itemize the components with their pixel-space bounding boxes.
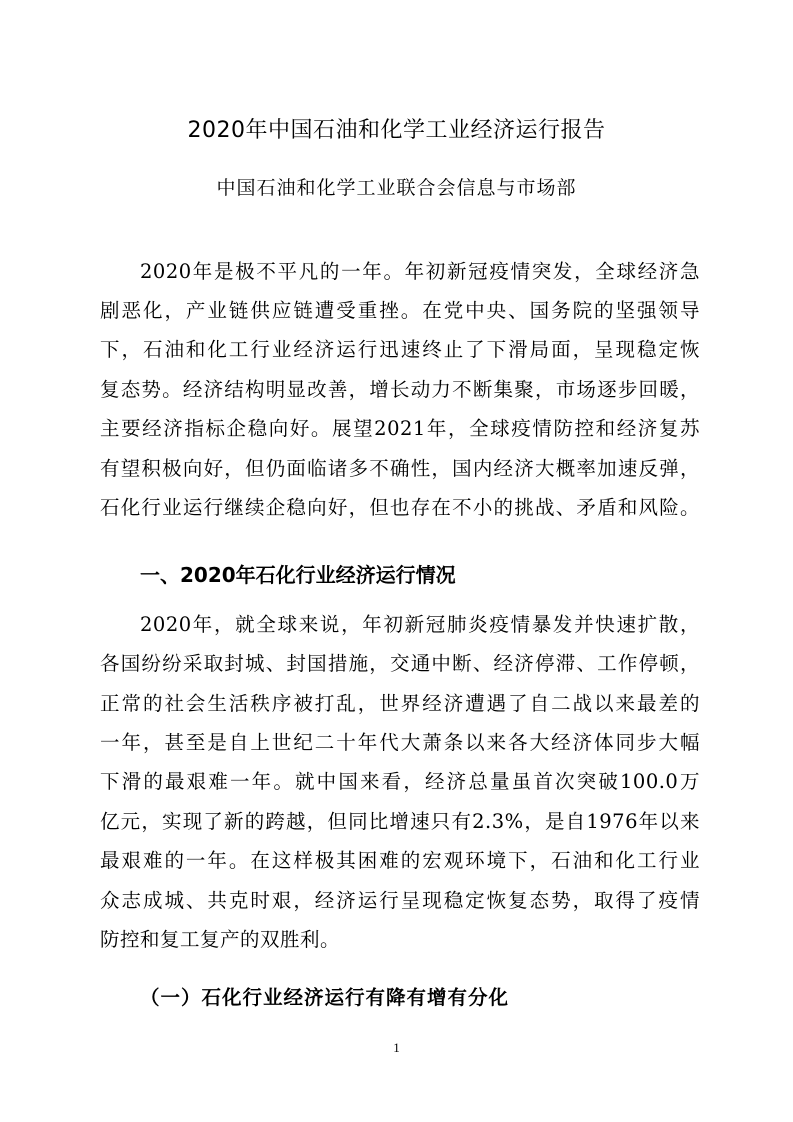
paragraph-line: 石化行业运行继续企稳向好，但也存在不小的挑战、矛盾和风险。 xyxy=(100,496,700,519)
paragraph-line: 复态势。经济结构明显改善，增长动力不断集聚，市场逐步回暖， xyxy=(100,378,700,401)
paragraph-line: 最艰难的一年。在这样极其困难的宏观环境下，石油和化工行业 xyxy=(100,849,700,872)
paragraph-line: 各国纷纷采取封城、封国措施，交通中断、经济停滞、工作停顿， xyxy=(100,652,700,675)
paragraph-line: 众志成城、共克时艰，经济运行呈现稳定恢复态势，取得了疫情 xyxy=(100,889,700,912)
document-author: 中国石油和化学工业联合会信息与市场部 xyxy=(216,177,577,199)
paragraph-line: 剧恶化，产业链供应链遭受重挫。在党中央、国务院的坚强领导 xyxy=(100,299,700,322)
paragraph-line: 亿元，实现了新的跨越，但同比增速只有2.3%，是自1976年以来 xyxy=(100,810,700,833)
paragraph-line: 下，石油和化工行业经济运行迅速终止了下滑局面，呈现稳定恢 xyxy=(100,338,700,361)
paragraph-line: 主要经济指标企稳向好。展望2021年，全球疫情防控和经济复苏 xyxy=(100,417,700,440)
paragraph-line: 2020年是极不平凡的一年。年初新冠疫情突发，全球经济急 xyxy=(140,260,700,283)
subsection-heading: （一）石化行业经济运行有降有增有分化 xyxy=(140,986,510,1009)
paragraph-line: 一年，甚至是自上世纪二十年代大萧条以来各大经济体同步大幅 xyxy=(100,731,700,754)
paragraph-line: 2020年，就全球来说，年初新冠肺炎疫情暴发并快速扩散， xyxy=(140,613,700,636)
paragraph-line: 下滑的最艰难一年。就中国来看，经济总量虽首次突破100.0万 xyxy=(100,770,700,793)
paragraph-line: 有望积极向好，但仍面临诸多不确性，国内经济大概率加速反弹， xyxy=(100,457,700,480)
document-title: 2020年中国石油和化学工业经济运行报告 xyxy=(187,118,606,143)
section-heading: 一、2020年石化行业经济运行情况 xyxy=(140,563,456,587)
paragraph-line: 防控和复工复产的双胜利。 xyxy=(100,928,341,951)
page-number: 1 xyxy=(393,1040,400,1055)
paragraph-line: 正常的社会生活秩序被打乱，世界经济遭遇了自二战以来最差的 xyxy=(100,692,700,715)
